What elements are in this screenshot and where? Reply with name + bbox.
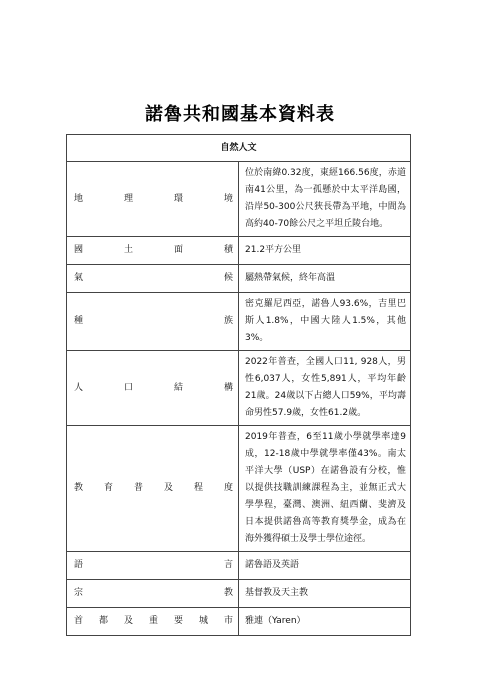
row-value: 21.2平方公里 (239, 237, 411, 265)
row-label: 人口結構 (67, 351, 239, 426)
page-title: 諾魯共和國基本資料表 (145, 104, 335, 125)
row-label: 國土面積 (67, 237, 239, 265)
table-row-area (67, 237, 411, 265)
row-label: 首都及重要城市 (67, 608, 239, 636)
row-value: 2022年普查，全國人口11, 928人，男性6,037人，女性5,891人，平均年齡21歲。24歲以下占總人口59%，平均壽命男性57.9歲，女性61.2歲。 (239, 351, 411, 426)
table-row-education (67, 426, 411, 552)
table-row-language (67, 552, 411, 580)
table-row-capital (67, 608, 411, 636)
table-row-climate (67, 265, 411, 293)
row-label: 地理環境 (67, 162, 239, 237)
row-label: 教育普及程度 (67, 426, 239, 552)
row-label: 宗教 (67, 580, 239, 608)
section-header-row (67, 135, 411, 162)
table-row-ethnicity (67, 293, 411, 351)
basic-info-table (66, 134, 411, 636)
row-value: 雅連（Yaren） (239, 608, 411, 636)
row-label: 氣候 (67, 265, 239, 293)
row-value: 基督教及天主教 (239, 580, 411, 608)
section-header: 自然人文 (67, 135, 411, 162)
row-label: 語言 (67, 552, 239, 580)
row-value: 密克羅尼西亞，諾魯人93.6%，吉里巴斯人1.8%，中國大陸人1.5%，其他3%。 (239, 293, 411, 351)
table-row-geography (67, 162, 411, 237)
table-row-population (67, 351, 411, 426)
table-row-religion (67, 580, 411, 608)
row-value: 2019年普查，6至11歲小學就學率達9成，12-18歲中學就學率僅43%。南太平洋大學（USP）在諾魯設有分校，惟以提供技職訓練課程為主，並無正式大學學程，臺灣、澳洲、紐西蘭、斐濟及日本提供諾魯高等教育獎學金，成為在海外獲得碩士及學士學位途徑。 (239, 426, 411, 552)
row-label: 種族 (67, 293, 239, 351)
row-value: 位於南緯0.32度，東經166.56度，赤道南41公里，為一孤懸於中太平洋島國，沿岸50-300公尺狹長帶為平地，中間為高約40-70餘公尺之平坦丘陵台地。 (239, 162, 411, 237)
row-value: 諾魯語及英語 (239, 552, 411, 580)
row-value: 屬熱帶氣候，終年高溫 (239, 265, 411, 293)
